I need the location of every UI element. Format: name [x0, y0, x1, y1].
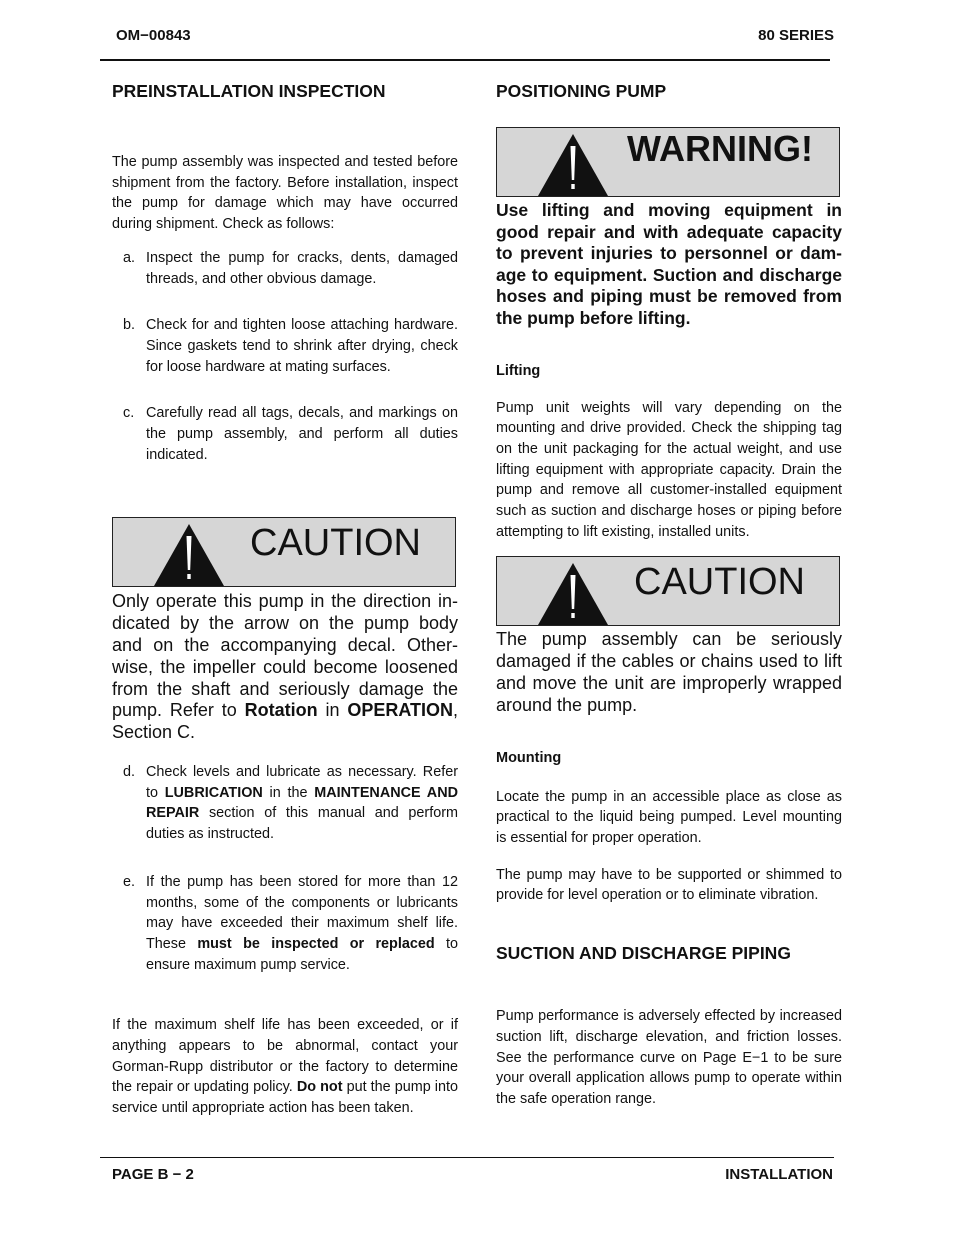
lifting-title: Lifting: [496, 362, 541, 379]
mounting-text-1: Locate the pump in an accessible place as close as practical to the liquid being pumped. Level mounting is essential for proper operation.: [496, 788, 842, 847]
lifting-text: Pump unit weights will vary depending on the mounting and drive provided. Check the shipping tag on the unit packaging for the actual weight, and use lifting equipment with appropriate capacity. Drain the pump and remove all customer-installed equipment such as suction and discharge hoses or piping before attempting to lift existing, installed units.: [496, 399, 842, 540]
item-label: a.: [123, 249, 136, 266]
item-text: [146, 872, 458, 976]
item-text-part: section of this manual and perform duties as instructed.: [146, 805, 458, 843]
item-text: Check for and tighten loose attaching hardware. Since gaskets tend to shrink after drying, check for loose hardware at mating surfaces.: [146, 317, 458, 375]
caution-text-part: Only operate this pump in the direction indicated by the arrow on the pump body and on the accompanying decal. Otherwise, the impeller could become loosened from the shaft and seriously damage the pump. Refer to: [112, 591, 458, 721]
hazard-triangle-icon: [153, 522, 225, 586]
item-label: d.: [123, 764, 136, 781]
caution-text-part: in: [317, 700, 348, 721]
series-label: 80 SERIES: [758, 27, 834, 44]
paragraph-part: put the pump into service until appropriate action has been taken.: [112, 1079, 458, 1117]
section-label: INSTALLATION: [725, 1166, 833, 1183]
left-column: [112, 76, 458, 1119]
item-text-part: Check levels and lubricate as necessary. Refer to: [146, 764, 458, 801]
caution-box-right: [496, 556, 840, 626]
page-number: PAGE B − 2: [112, 1166, 194, 1183]
positioning-title: POSITIONING PUMP: [496, 81, 667, 101]
paragraph-bold: Do not: [296, 1079, 343, 1096]
footer-rule: [100, 1157, 834, 1158]
warning-heading: WARNING!: [627, 128, 813, 169]
header-rule: [100, 59, 830, 61]
right-column: [496, 76, 842, 1110]
preinstallation-title: PREINSTALLATION INSPECTION: [112, 81, 386, 101]
hazard-triangle-icon: [537, 132, 609, 196]
item-label: e.: [123, 873, 136, 890]
item-text: Inspect the pump for cracks, dents, damaged threads, and other obvious damage.: [146, 249, 458, 287]
piping-text: Pump performance is adversely effected by increased suction lift, discharge elevation, and friction losses. See the performance curve on Page E−1 to be sure your overall application allows pump to operate within the safe operation range.: [496, 1008, 842, 1107]
list-item-b: [112, 315, 458, 377]
list-item-c: [112, 403, 458, 465]
paragraph-part: If the maximum shelf life has been exceeded, or if anything appears to be abnormal, contact your Gorman-Rupp distributor or the factory to determine the repair or updating policy.: [112, 1017, 458, 1096]
item-text-part: in the: [262, 784, 315, 801]
caution-text-bold: Rotation: [244, 700, 318, 721]
list-item-a: [112, 248, 458, 289]
caution-heading: CAUTION: [250, 522, 421, 565]
item-text-bold: LUBRICATION: [164, 784, 263, 801]
item-text: Carefully read all tags, decals, and markings on the pump assembly, and perform all duties indicated.: [146, 405, 458, 463]
item-label: c.: [123, 405, 135, 422]
mounting-title: Mounting: [496, 749, 562, 766]
list-item-e: [112, 872, 458, 976]
caution-text-right: The pump assembly can be seriously damaged if the cables or chains used to lift and move the unit are improperly wrapped around the pump.: [496, 629, 842, 715]
caution-heading: CAUTION: [634, 561, 805, 604]
item-label: b.: [123, 317, 136, 334]
caution-text-part: , Section C.: [112, 700, 458, 743]
piping-title: SUCTION AND DISCHARGE PIPING: [496, 943, 791, 964]
warning-box: [496, 127, 840, 197]
mounting-text-2: The pump may have to be supported or shimmed to provide for level operation or to eliminate vibration.: [496, 866, 842, 904]
caution-box-left: [112, 517, 456, 587]
item-text-bold: must be inspected or replaced: [197, 935, 435, 952]
list-item-d: [112, 762, 458, 845]
shelf-life-paragraph: [112, 1015, 458, 1119]
caution-text-left: [112, 591, 458, 744]
item-text-part: If the pump has been stored for more than 12 months, some of the components or lubricants may have exceeded their maximum shelf life. These: [146, 873, 458, 952]
preinstallation-intro: The pump assembly was inspected and tested before shipment from the factory. Before installation, inspect the pump for damage which may have occurred during shipment. Check as follows:: [112, 154, 458, 233]
hazard-triangle-icon: [537, 561, 609, 625]
caution-text-bold: OPERATION: [347, 700, 453, 721]
warning-text: Use lifting and moving equipment in good repair and with adequate capacity to prevent injuries to personnel or damage to equipment. Suction and discharge hoses and piping must be removed from the pump before lifting.: [496, 200, 842, 328]
item-text-part: to ensure maximum pump service.: [146, 935, 458, 973]
item-text: [146, 762, 458, 845]
doc-number: OM−00843: [116, 27, 191, 44]
item-text-bold: MAINTENANCE AND REPAIR: [146, 784, 458, 822]
